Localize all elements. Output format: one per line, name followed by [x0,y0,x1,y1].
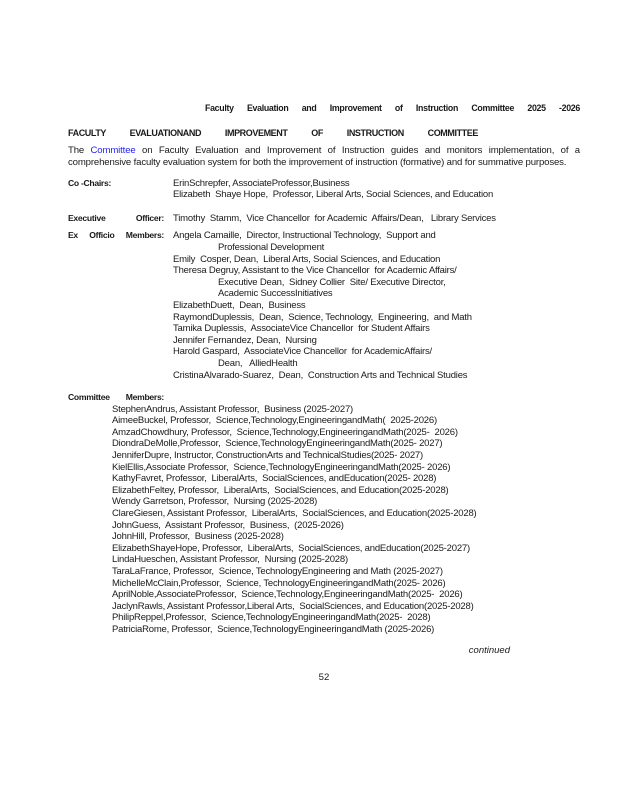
ex-officio-entry: CristinaAlvarado-Suarez, Dean, Construction Arts and Technical Studies [173,369,468,381]
ex-officio-entry: Emily Cosper, Dean, Liberal Arts, Social Sciences, and Education [173,253,441,265]
committee-member-entry: JohnHill, Professor, Business (2025-2028) [112,531,284,543]
committee-member-entry: AprilNoble,AssociateProfessor, Science,Technology,EngineeringandMath(2025- 2026) [112,589,463,601]
co-chairs-values [173,178,580,201]
committee-member-entry: PhilipReppel,Professor, Science,TechnologyEngineeringandMath(2025- 2028) [112,612,431,624]
ex-officio-section [68,230,580,381]
committee-member-entry: TaraLaFrance, Professor, Science, TechnologyEngineering and Math (2025-2027) [112,566,443,577]
committee-member-entry: JohnGuess, Assistant Professor, Business, (2025-2026) [112,519,344,531]
committee-member-entry: PatriciaRome, Professor, Science,TechnologyEngineeringandMath (2025-2026) [112,623,435,635]
committee-link[interactable]: Committee [90,145,136,156]
ex-officio-entry: Harold Gaspard, AssociateVice Chancellor for AcademicAffairs/ [173,346,432,358]
intro-suffix: on Faculty Evaluation and Improvement of Instruction guides and monitors implementation, of a comprehensive faculty evaluation system for both the improvement of instruction (formative) and for summative purposes. [68,145,580,168]
intro-prefix: The [68,145,91,156]
page-heading: FACULTY EVALUATIONAND IMPROVEMENT OF INSTRUCTION COMMITTEE [68,128,478,138]
ex-officio-entry: ElizabethDuett, Dean, Business [173,299,306,311]
committee-member-entry: StephenAndrus, Assistant Professor, Business (2025-2027) [112,403,354,415]
co-chair-entry: ErinSchrepfer, AssociateProfessor,Business [173,177,350,189]
committee-member-list [112,404,580,636]
committee-member-entry: KielEllis,Associate Professor, Science,TechnologyEngineeringandMath(2025- 2026) [112,461,451,473]
ex-officio-entry: Jennifer Fernandez, Dean, Nursing [173,334,317,346]
ex-officio-entry: Academic SuccessInitiatives [218,288,333,300]
running-header: Faculty Evaluation and Improvement of Instruction Committee 2025 -2026 [205,103,580,113]
committee-member-entry: KathyFavret, Professor, LiberalArts, SocialSciences, andEducation(2025- 2028) [112,473,437,485]
committee-member-entry: LindaHueschen, Assistant Professor, Nursing (2025-2028) [112,554,348,566]
committee-member-entry: AimeeBuckel, Professor, Science,Technology,EngineeringandMath( 2025-2026) [112,415,437,427]
committee-member-entry: ClareGiesen, Assistant Professor, LiberalArts, SocialSciences, and Education(2025-2028) [112,508,477,520]
executive-officer-label: Executive Officer: [68,212,164,223]
committee-member-entry: ElizabethShayeHope, Professor, LiberalArts, SocialSciences, andEducation(2025-2027) [112,542,470,554]
ex-officio-entry: Executive Dean, Sidney Collier Site/ Executive Director, [218,276,446,288]
co-chairs-section [68,178,580,201]
executive-officer-values [173,213,580,225]
co-chairs-label: Co -Chairs: [68,177,112,188]
ex-officio-entry: Tamika Duplessis, AssociateVice Chancellor for Student Affairs [173,323,430,335]
committee-member-entry: JenniferDupre, Instructor, ConstructionArts and TechnicalStudies(2025- 2027) [112,450,423,462]
page-number: 52 [318,671,330,683]
committee-member-entry: ElizabethFeltey, Professor, LiberalArts, SocialSciences, and Education(2025-2028) [112,484,449,496]
committee-member-entry: MichelleMcClain,Professor, Science, TechnologyEngineeringandMath(2025- 2026) [112,577,446,589]
intro-paragraph [68,145,580,169]
committee-members-section [68,392,580,404]
committee-member-entry: DiondraDeMolle,Professor, Science,TechnologyEngineeringandMath(2025- 2027) [112,438,443,450]
ex-officio-entry: RaymondDuplessis, Dean, Science, Technology, Engineering, and Math [173,311,472,323]
co-chair-entry: Elizabeth Shaye Hope, Professor, Liberal Arts, Social Sciences, and Education [173,189,494,201]
committee-members-label: Committee Members: [68,392,164,403]
committee-member-entry: JaclynRawls, Assistant Professor,Liberal Arts, SocialSciences, and Education(2025-2028) [112,600,474,612]
ex-officio-entry: Angela Camaille, Director, Instructional Technology, Support and [173,230,436,242]
ex-officio-label: Ex Officio Members: [68,230,164,241]
committee-member-entry: AmzadChowdhury, Professor, Science,Technology,EngineeringandMath(2025- 2026) [112,426,458,438]
ex-officio-values [173,230,580,381]
ex-officio-entry: Theresa Degruy, Assistant to the Vice Chancellor for Academic Affairs/ [173,265,457,277]
continued-label: continued [468,644,510,656]
executive-officer-entry: Timothy Stamm, Vice Chancellor for Academic Affairs/Dean, Library Services [173,212,496,224]
committee-member-entry: Wendy Garretson, Professor, Nursing (2025-2028) [112,496,318,508]
executive-officer-section [68,213,580,225]
ex-officio-entry: Professional Development [218,241,325,253]
ex-officio-entry: Dean, AlliedHealth [218,357,298,369]
